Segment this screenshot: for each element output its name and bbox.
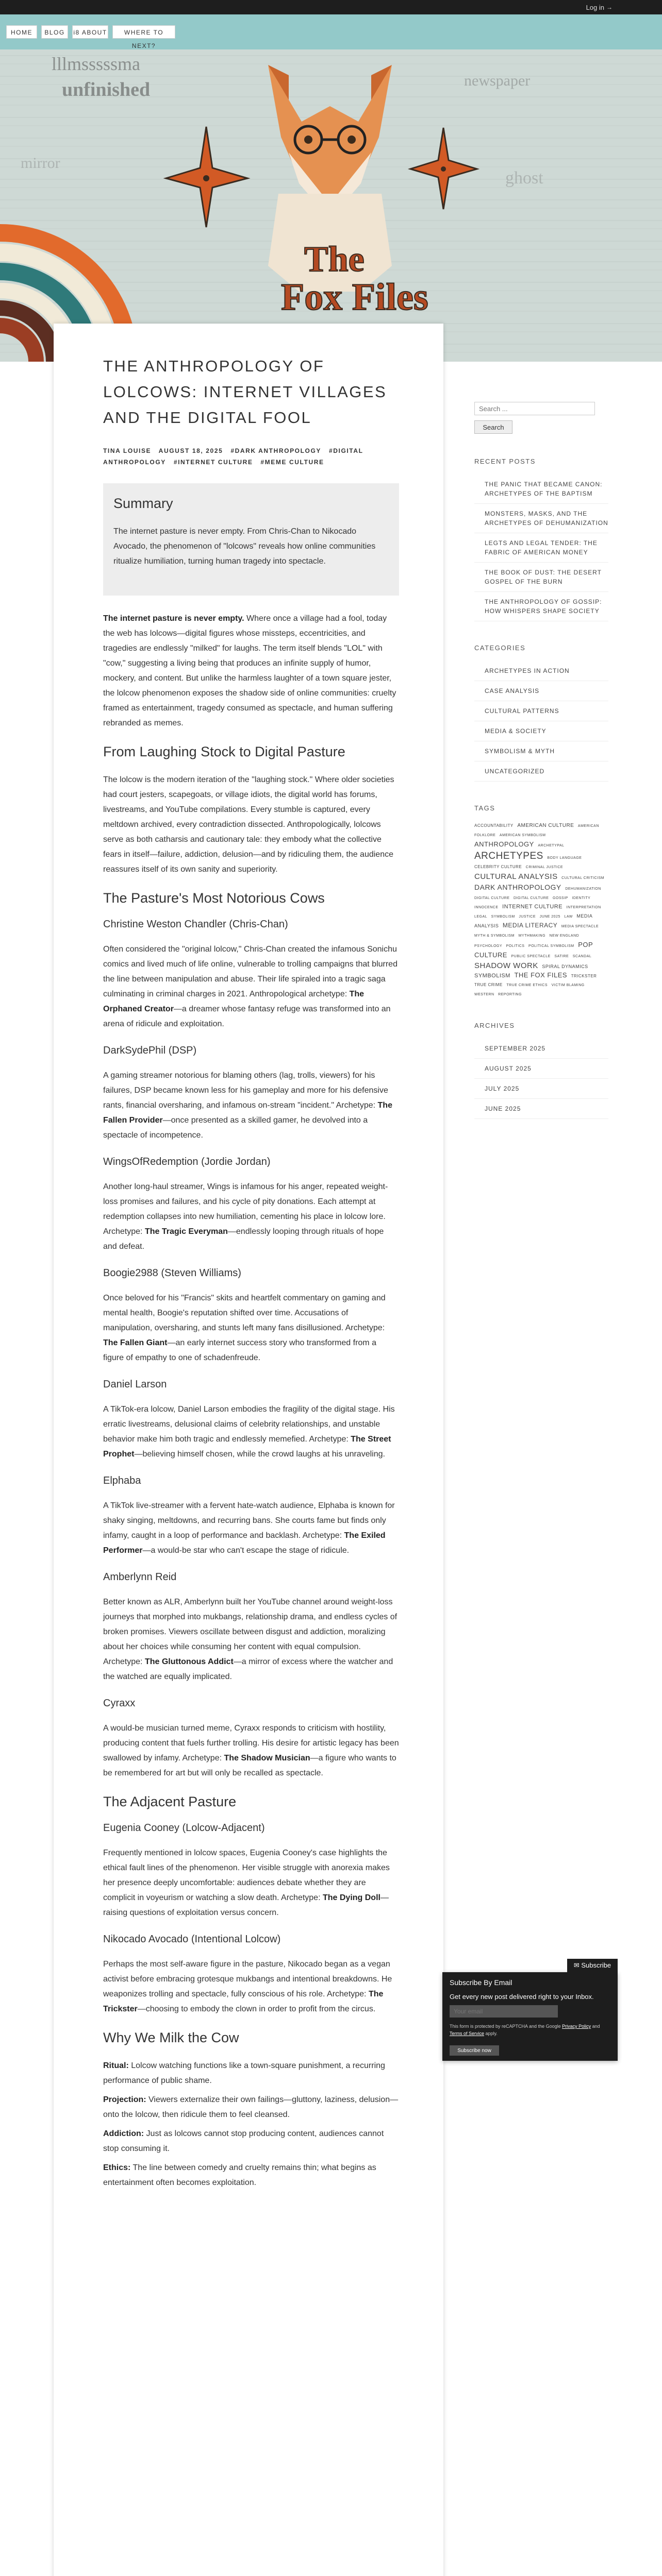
why-item: Addiction: Just as lolcows cannot stop producing content, audiences cannot stop consuming it. <box>103 2129 384 2153</box>
subscribe-popup <box>442 1961 618 2061</box>
tag-link[interactable]: GOSSIP <box>553 896 568 900</box>
subscribe-now-button[interactable]: Subscribe now <box>450 2045 499 2056</box>
post-content <box>103 353 399 2194</box>
banner-bg-word: lllmsssssma <box>52 54 141 74</box>
archetype-label: The Shadow Musician <box>224 1754 310 1762</box>
cow-description: Often considered the "original lolcow," Chris-Chan created the infamous Sonichu comics and lived much of life online, vulnerable to trolling campaigns that blurred the line between manipulation and abuse. Their life spiraled into a tragic saga culminating in criminal charges in 2021. Anthropological archetype: The Orphaned Creator—a dreamer whose fantasy refuge was transformed into an arena of ridicule and exploitation. <box>103 945 398 1028</box>
admin-topbar <box>0 0 662 14</box>
recaptcha-notice: This form is protected by reCAPTCHA and the Google Privacy Policy and Terms of Service apply. <box>450 2024 600 2036</box>
archetype-label: The Dying Doll <box>322 1893 380 1902</box>
adjacent-name: Nikocado Avocado (Intentional Lolcow) <box>103 1934 281 1945</box>
tag-link[interactable]: PUBLIC SPECTACLE <box>511 955 551 958</box>
tag-link[interactable]: THE FOX FILES <box>514 971 568 979</box>
archetype-label: The Fallen Giant <box>103 1338 168 1347</box>
intro-paragraph: The internet pasture is never empty. Where once a village had a fool, today the web has lolcows—digital figures whose missteps, eccentricities, and tragedies are endlessly "milked" for laughs. The term itself blends "LOL" with "cow," suggesting a living being that produces an infinite supply of humor, mockery, and content. But unlike the harmless laughter of a town square jester, the lolcow phenomenon exposes the shadow side of online communities: cruelty framed as entertainment, tragedy consumed as spectacle, and human suffering rebranded as memes. <box>103 614 396 727</box>
tag-link[interactable]: SYMBOLISM <box>474 973 510 979</box>
nav-about[interactable]: i8 ABOUT <box>72 25 108 39</box>
tag-link[interactable]: VICTIM BLAMING <box>551 984 585 987</box>
cow-name: WingsOfRedemption (Jordie Jordan) <box>103 1156 271 1167</box>
cow-description: A gaming streamer notorious for blaming others (lag, trolls, viewers) for his failures, DSP became known less for his gameplay and more for his defensive rants, financial oversharing, and infamous on-stream "incident." Archetype: The Fallen Provider—once presented as a skilled gamer, he devolved into a spectacle of incompetence. <box>103 1071 392 1140</box>
archetype-label: The Gluttonous Addict <box>144 1657 234 1666</box>
tag-link[interactable]: POLITICS <box>506 944 525 948</box>
cow-name: Daniel Larson <box>103 1379 167 1390</box>
post-meta <box>103 445 399 468</box>
tag-link[interactable]: IDENTITY <box>572 896 591 900</box>
tag-link[interactable]: WESTERN <box>474 993 494 996</box>
tag-link[interactable]: CELEBRITY CULTURE <box>474 865 522 869</box>
category-link[interactable]: CASE ANALYSIS <box>474 681 608 701</box>
tag-link[interactable]: MYTHMAKING <box>518 934 546 938</box>
svg-text:Fox Files: Fox Files <box>281 276 428 318</box>
why-list <box>103 2058 399 2190</box>
tag-link[interactable]: ARCHETYPAL <box>538 844 565 848</box>
tag-link[interactable]: JUSTICE <box>519 915 536 919</box>
why-item: Ethics: The line between comedy and cruelty remains thin; what begins as entertainment often becomes exploitation. <box>103 2163 376 2187</box>
archive-link[interactable]: SEPTEMBER 2025 <box>474 1039 608 1059</box>
main-navigation <box>0 14 662 49</box>
cow-description: A TikTok-era lolcow, Daniel Larson embodies the fragility of the digital stage. His erratic livestreams, delusional claims of celebrity relationships, and unstable behavior make him both tragic and endlessly memefied. Archetype: The Street Prophet—believing himself chosen, while the crowd laughs at his unraveling. <box>103 1405 395 1459</box>
cow-description: A TikTok live-streamer with a fervent hate-watch audience, Elphaba is known for shaky singing, meltdowns, and recurring bans. She courts fame but finds only infamy, caught in a loop of performance and backlash. Archetype: The Exiled Performer—a would-be star who can't escape the stage of ridicule. <box>103 1501 395 1555</box>
recent-posts-list <box>474 474 608 621</box>
tag-link[interactable]: AMERICAN SYMBOLISM <box>499 834 546 837</box>
categories-list <box>474 661 608 782</box>
archive-link[interactable]: JULY 2025 <box>474 1079 608 1099</box>
tag-link[interactable]: PSYCHOLOGY <box>474 944 503 948</box>
tag-link[interactable]: JUNE 2025 <box>539 915 560 919</box>
tag-link[interactable]: MYTH & SYMBOLISM <box>474 934 515 938</box>
search-button[interactable]: Search <box>474 420 512 434</box>
tag-link[interactable]: MEDIA LITERACY <box>502 922 558 929</box>
tag-link[interactable]: INNOCENCE <box>474 906 499 909</box>
subscribe-heading: Subscribe By Email <box>450 1978 512 1987</box>
tag-cloud <box>474 821 608 999</box>
cow-name: Elphaba <box>103 1475 141 1486</box>
archetype-label: The Street Prophet <box>103 1435 391 1459</box>
nav-blog[interactable]: BLOG <box>41 25 68 39</box>
tag-link[interactable]: ARCHETYPES <box>474 851 543 861</box>
cow-name: Christine Weston Chandler (Chris-Chan) <box>103 919 288 930</box>
tag-link[interactable]: NEW ENGLAND <box>549 934 580 938</box>
post-tag[interactable]: #DARK ANTHROPOLOGY <box>230 447 322 454</box>
cow-name: Amberlynn Reid <box>103 1571 177 1583</box>
tag-link[interactable]: BODY LANGUAGE <box>547 856 582 860</box>
tag-link[interactable]: INTERNET CULTURE <box>502 904 563 910</box>
privacy-policy-link[interactable]: Privacy Policy <box>562 2024 591 2029</box>
why-item: Ritual: Lolcow watching functions like a town-square punishment, a recurring performance of public shame. <box>103 2061 385 2085</box>
post-date[interactable]: AUGUST 18, 2025 <box>158 447 223 454</box>
tag-link[interactable]: LAW <box>564 915 573 919</box>
post-tag[interactable]: #INTERNET CULTURE <box>173 459 253 466</box>
archives-heading: ARCHIVES <box>474 1022 515 1029</box>
tag-link[interactable]: DIGITAL CULTURE <box>514 896 549 900</box>
banner-bg-word: newspaper <box>464 72 531 89</box>
section-heading: The Pasture's Most Notorious Cows <box>103 890 325 906</box>
post-tag[interactable]: #MEME CULTURE <box>260 459 324 466</box>
tags-heading: TAGS <box>474 804 495 812</box>
section-heading: Why We Milk the Cow <box>103 2030 239 2045</box>
svg-text:The: The <box>304 240 365 279</box>
adjacent-list <box>103 1822 399 2016</box>
tag-link[interactable]: SHADOW WORK <box>474 961 538 970</box>
archive-link[interactable]: JUNE 2025 <box>474 1099 608 1119</box>
recent-post-link[interactable]: THE ANTHROPOLOGY OF GOSSIP: HOW WHISPERS SHAPE SOCIETY <box>474 592 608 621</box>
recent-post-link[interactable]: THE PANIC THAT BECAME CANON: ARCHETYPES OF THE BAPTISM <box>474 474 608 504</box>
login-arrow-icon[interactable]: → <box>606 4 613 11</box>
tag-link[interactable]: CRIMINAL JUSTICE <box>525 866 564 869</box>
tag-link[interactable]: SCANDAL <box>572 955 592 958</box>
tag-link[interactable]: TRUE CRIME ETHICS <box>506 984 548 987</box>
tag-link[interactable]: MEDIA SPECTACLE <box>561 925 599 928</box>
tag-link[interactable]: TRUE CRIME <box>474 982 503 987</box>
banner-illustration <box>0 49 662 362</box>
tag-link[interactable]: REPORTING <box>498 993 522 996</box>
tag-link[interactable]: DIGITAL CULTURE <box>474 896 510 900</box>
subscribe-tab[interactable]: ✉ Subscribe <box>567 1959 618 1972</box>
cow-description: Once beloved for his "Francis" skits and heartfelt commentary on gaming and mental health, Boogie's reputation shifted over time. Accusations of manipulation, oversharing, and stunts left many fans disillusioned. Archetype: The Fallen Giant—an early internet success story who transformed from a figure of empathy to one of schadenfreude. <box>103 1294 386 1362</box>
summary-box <box>103 483 399 596</box>
tag-link[interactable]: POLITICAL SYMBOLISM <box>528 944 574 948</box>
archetype-label: The Fallen Provider <box>103 1101 392 1125</box>
terms-link[interactable]: Terms of Service <box>450 2031 485 2036</box>
recent-post-link[interactable]: LEGTS AND LEGAL TENDER: THE FABRIC OF AMERICAN MONEY <box>474 533 608 563</box>
recent-post-link[interactable]: MONSTERS, MASKS, AND THE ARCHETYPES OF DEHUMANIZATION <box>474 504 608 533</box>
tag-link[interactable]: INTERPRETATION <box>566 906 601 909</box>
tag-link[interactable]: LEGAL <box>474 915 488 919</box>
nav-home[interactable]: HOME <box>6 25 37 39</box>
archetype-label: The Trickster <box>103 1990 384 2013</box>
post-card <box>54 324 443 2576</box>
banner-bg-word: ghost <box>505 168 543 188</box>
tag-link[interactable]: MEDIA ANALYSIS <box>474 913 592 928</box>
archetype-label: The Tragic Everyman <box>144 1227 228 1236</box>
section-paragraph: The lolcow is the modern iteration of the "laughing stock." Where older societies had court jesters, scapegoats, or village idiots, the digital world has forums, livestreams, and YouTube compilations. Every stumble is captured, every meltdown archived, every contradiction dissected. Anthropologically, lolcows serve as both catharsis and cautionary tale: they embody what the collective fears in itself—failure, addiction, delusion—and by ridiculing them, the audience reassures itself of its own sanity and superiority. <box>103 775 394 874</box>
cow-list <box>103 919 399 1781</box>
category-link[interactable]: CULTURAL PATTERNS <box>474 701 608 721</box>
post-author[interactable]: TINA LOUISE <box>103 447 152 454</box>
category-link[interactable]: SYMBOLISM & MYTH <box>474 741 608 761</box>
cow-name: DarkSydePhil (DSP) <box>103 1045 197 1056</box>
section-heading: The Adjacent Pasture <box>103 1794 237 1809</box>
adjacent-name: Eugenia Cooney (Lolcow-Adjacent) <box>103 1822 265 1834</box>
tag-link[interactable]: DARK ANTHROPOLOGY <box>474 883 561 891</box>
cow-description: Better known as ALR, Amberlynn built her YouTube channel around weight-loss journeys that morphed into mukbangs, relationship drama, and endless cycles of broken promises. Viewers oscillate between disgust and addiction, moralizing about her choices while consuming her content with equal compulsion. Archetype: The Gluttonous Addict—a mirror of excess where the watcher and the watched are equally implicated. <box>103 1598 398 1681</box>
tag-link[interactable]: SPIRAL DYNAMICS <box>542 964 588 969</box>
tag-link[interactable]: SYMBOLISM <box>491 915 515 919</box>
login-link[interactable]: Log in <box>586 4 604 11</box>
post-title: THE ANTHROPOLOGY OF LOLCOWS: INTERNET VILLAGES AND THE DIGITAL FOOL <box>103 357 387 427</box>
category-link[interactable]: ARCHETYPES IN ACTION <box>474 661 608 681</box>
tag-link[interactable]: TRICKSTER <box>571 974 597 978</box>
archives-list <box>474 1039 608 1119</box>
summary-heading: Summary <box>113 496 173 511</box>
archetype-label: The Orphaned Creator <box>103 990 365 1013</box>
cow-description: Another long-haul streamer, Wings is infamous for his anger, repeated weight-loss promises and failures, and his cycle of pity donations. Each attempt at redemption collapses into new humiliation, cementing his place in lolcow lore. Archetype: The Tragic Everyman—endlessly looping through rituals of hope and defeat. <box>103 1182 388 1251</box>
adjacent-description: Frequently mentioned in lolcow spaces, Eugenia Cooney's case highlights the ethical fault lines of the phenomenon. Her visible struggle with anorexia makes her presence deeply uncomfortable: audiences debate whether they are complicit in voyeurism or watching a slow death. Archetype: The Dying Doll—raising questions of exploitation versus concern. <box>103 1849 390 1917</box>
nav-where-to-next[interactable]: WHERE TO NEXT? <box>112 25 175 39</box>
tag-link[interactable]: SATIRE <box>554 955 569 958</box>
tag-link[interactable]: ACCOUNTABILITY <box>474 823 514 828</box>
adjacent-description: Perhaps the most self-aware figure in the pasture, Nikocado began as a vegan activist before embracing grotesque mukbangs and intentional breakdowns. He weaponizes trolling and spectacle, fully conscious of his role. Archetype: The Trickster—choosing to embody the clown in order to profit from the circus. <box>103 1960 392 2013</box>
cow-description: A would-be musician turned meme, Cyraxx responds to criticism with hostility, producing content that fuels further trolling. His desire for artistic legacy has been swallowed by infamy. Archetype: The Shadow Musician—a figure who wants to be remembered for art but will only be recalled as spectacle. <box>103 1724 399 1777</box>
why-item: Projection: Viewers externalize their own failings—gluttony, laziness, delusion—onto the lolcow, then ridicule them to feel cleansed. <box>103 2095 399 2119</box>
archive-link[interactable]: AUGUST 2025 <box>474 1059 608 1079</box>
tag-link[interactable]: AMERICAN CULTURE <box>517 823 574 828</box>
email-field[interactable] <box>450 2005 558 2018</box>
search-input[interactable] <box>474 402 595 415</box>
tag-link[interactable]: CULTURAL ANALYSIS <box>474 872 558 881</box>
summary-text: The internet pasture is never empty. From Chris-Chan to Nikocado Avocado, the phenomenon of "lolcows" reveals how online communities ritualize humiliation, turning human tragedy into spectacle. <box>113 527 376 566</box>
category-link[interactable]: UNCATEGORIZED <box>474 761 608 782</box>
tag-link[interactable]: DEHUMANIZATION <box>565 887 601 891</box>
recent-post-link[interactable]: THE BOOK OF DUST: THE DESERT GOSPEL OF THE BURN <box>474 563 608 592</box>
subscribe-text: Get every new post delivered right to your Inbox. <box>450 1993 594 2001</box>
cow-name: Cyraxx <box>103 1698 136 1709</box>
post-tag[interactable]: #DIGITAL ANTHROPOLOGY <box>103 447 363 466</box>
banner-bg-word: unfinished <box>62 79 151 100</box>
tag-link[interactable]: ANTHROPOLOGY <box>474 840 534 848</box>
archetype-label: The Exiled Performer <box>103 1531 386 1555</box>
category-link[interactable]: MEDIA & SOCIETY <box>474 721 608 741</box>
hero-banner <box>0 49 662 362</box>
section-heading: From Laughing Stock to Digital Pasture <box>103 744 345 759</box>
categories-heading: CATEGORIES <box>474 644 526 652</box>
recent-posts-heading: RECENT POSTS <box>474 457 536 465</box>
banner-bg-word: mirror <box>21 155 60 172</box>
tag-link[interactable]: CULTURAL CRITICISM <box>561 876 605 880</box>
cow-name: Boogie2988 (Steven Williams) <box>103 1267 241 1279</box>
tag-link[interactable]: AMERICAN FOLKLORE <box>474 824 599 837</box>
tag-link[interactable]: POP CULTURE <box>474 941 593 959</box>
sidebar <box>474 402 608 1119</box>
